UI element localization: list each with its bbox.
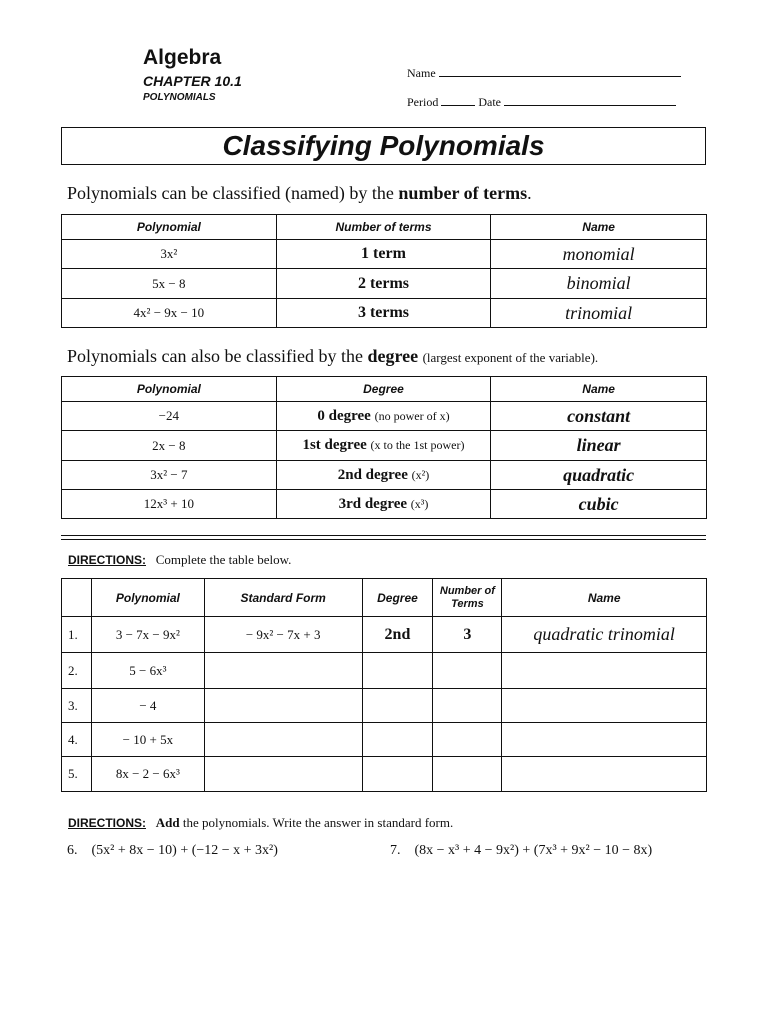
degree-cell[interactable] [362,757,433,792]
name-cell: quadratic [491,461,707,490]
degree-note: (x³) [410,496,429,511]
table-row [62,269,707,299]
column-header: Name [491,215,707,240]
name-field[interactable] [407,65,681,81]
table-row [62,689,707,723]
polynomial-cell: 3x² [62,240,277,269]
column-header-number [62,579,92,617]
chapter-label: CHAPTER 10.1 [143,73,242,89]
degree-cell [276,431,491,461]
polynomial-cell: 8x − 2 − 6x³ [91,757,204,792]
terms-cell: 1 term [276,240,491,269]
polynomial-cell: 3x² − 7 [62,461,277,490]
row-number: 2. [62,653,92,689]
table-header-row [62,579,707,617]
name-cell: monomial [491,240,707,269]
standard-form-cell[interactable] [204,723,362,757]
problem-expression: (5x² + 8x − 10) + (−12 − x + 3x²) [91,843,278,858]
table-row [62,240,707,269]
period-date-field[interactable] [407,94,676,110]
subject-title: Algebra [143,46,222,69]
name-cell[interactable] [502,723,707,757]
problem-number: 7. [390,843,401,858]
degree-cell [276,402,491,431]
row-number: 1. [62,617,92,653]
polynomial-cell: 4x² − 9x − 10 [62,299,277,328]
number-of-terms-cell[interactable] [433,723,502,757]
name-cell[interactable] [502,757,707,792]
terms-cell: 2 terms [276,269,491,299]
polynomial-cell: 5x − 8 [62,269,277,299]
degree-cell[interactable]: 2nd [362,617,433,653]
column-header: Standard Form [204,579,362,617]
column-header: Degree [276,377,491,402]
column-header: Number of Terms [433,579,502,617]
degree-value: 2nd degree [337,466,408,483]
worksheet-title: Classifying Polynomials [61,127,706,165]
polynomial-cell: 12x³ + 10 [62,490,277,519]
degree-cell [276,490,491,519]
degree-cell [276,461,491,490]
degree-note: (no power of x) [374,408,450,423]
column-header: Polynomial [62,377,277,402]
add-directions [68,815,453,831]
table-header-row [62,215,707,240]
column-header: Name [491,377,707,402]
degree-value: 1st degree [302,437,367,453]
polynomial-cell: −24 [62,402,277,431]
table-row [62,299,707,328]
problem-number: 6. [67,843,78,858]
name-cell[interactable] [502,653,707,689]
directions-text: the polynomials. Write the answer in standard form. [182,815,454,830]
degree-value: 0 degree [317,407,371,424]
name-cell: linear [491,431,707,461]
problem-expression: (8x − x³ + 4 − 9x²) + (7x³ + 9x² − 10 − 8x) [414,843,653,858]
number-of-terms-cell[interactable] [433,653,502,689]
standard-form-cell[interactable] [204,653,362,689]
table-row [62,461,707,490]
polynomial-cell: 2x − 8 [62,431,277,461]
divider [61,535,706,536]
name-cell: binomial [491,269,707,299]
polynomial-cell: 5 − 6x³ [91,653,204,689]
table-row [62,757,707,792]
degree-value: 3rd degree [338,495,408,512]
name-cell[interactable]: quadratic trinomial [502,617,707,653]
terms-intro: Polynomials can be classified (named) by the number of terms. [67,183,532,203]
name-label: Name [407,66,436,80]
degree-table [61,376,707,519]
table-row [62,617,707,653]
polynomial-cell: − 10 + 5x [91,723,204,757]
table-header-row [62,377,707,402]
number-of-terms-cell[interactable]: 3 [433,617,502,653]
period-blank[interactable] [441,94,475,106]
degree-cell[interactable] [362,653,433,689]
degree-cell[interactable] [362,723,433,757]
degree-cell[interactable] [362,689,433,723]
column-header: Polynomial [91,579,204,617]
name-cell: cubic [491,490,707,519]
row-number: 3. [62,689,92,723]
topic-label: POLYNOMIALS [143,92,216,103]
column-header: Name [502,579,707,617]
directions-emphasis: Add [155,815,180,830]
terms-cell: 3 terms [276,299,491,328]
column-header: Degree [362,579,433,617]
complete-table-directions [68,552,291,568]
table-row [62,402,707,431]
table-row [62,490,707,519]
degree-intro: Polynomials can also be classified by the degree (largest exponent of the variable). [67,346,599,366]
table-row [62,723,707,757]
degree-note: (x²) [411,467,430,482]
name-cell: trinomial [491,299,707,328]
row-number: 5. [62,757,92,792]
name-blank[interactable] [439,65,681,77]
date-label: Date [478,95,501,109]
standard-form-cell[interactable] [204,757,362,792]
polynomial-cell: − 4 [91,689,204,723]
date-blank[interactable] [504,94,676,106]
terms-table [61,214,707,328]
row-number: 4. [62,723,92,757]
problem-7 [390,843,652,859]
standard-form-cell[interactable]: − 9x² − 7x + 3 [204,617,362,653]
standard-form-cell[interactable] [204,689,362,723]
column-header: Number of terms [276,215,491,240]
directions-label: DIRECTIONS: [68,816,146,830]
table-row [62,653,707,689]
number-of-terms-cell[interactable] [433,689,502,723]
directions-label: DIRECTIONS: [68,553,146,567]
divider [61,539,706,540]
table-row [62,431,707,461]
number-of-terms-cell[interactable] [433,757,502,792]
directions-text: Complete the table below. [155,552,292,567]
degree-note: (x to the 1st power) [370,438,465,452]
period-label: Period [407,95,439,109]
column-header: Polynomial [62,215,277,240]
polynomial-cell: 3 − 7x − 9x² [91,617,204,653]
exercise-table [61,578,707,792]
problem-6 [67,843,278,859]
name-cell: constant [491,402,707,431]
name-cell[interactable] [502,689,707,723]
